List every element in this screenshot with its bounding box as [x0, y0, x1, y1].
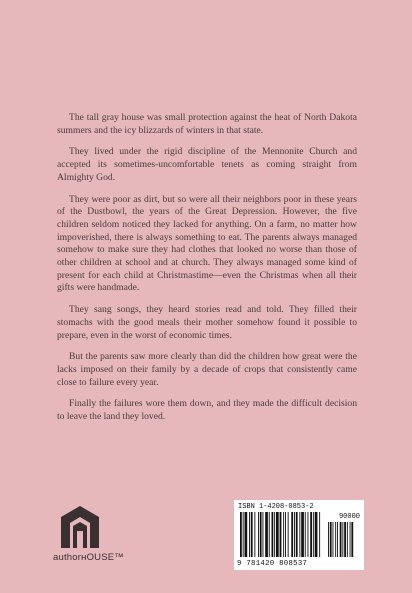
- isbn-label: ISBN 1-4208-0853-2: [238, 503, 314, 511]
- isbn-barcode: [234, 500, 364, 570]
- isbn-label-row: [238, 503, 360, 521]
- back-cover-blurb: [57, 112, 357, 433]
- barcode-bars: [240, 512, 358, 559]
- ean-digits: 9 781420 808537: [237, 560, 308, 568]
- authorhouse-house-icon: [60, 505, 100, 549]
- blurb-paragraph-3: They were poor as dirt, but so were all their neighbors poor in these years of the Dustbowl, the years of the Great Depression. However, the five children seldom noticed they lacked for anything. On a farm, no matter how impoverished, there is always something to eat. The parents always managed somehow to make sure they had clothes that looked no worse than those of other children at school and at church. They always managed some kind of present for each child at Christmastime—even the Christmas when all their gifts were handmade.: [57, 193, 357, 294]
- publisher-logo: [53, 505, 125, 575]
- publisher-name: authorʜOUSE™: [53, 552, 125, 563]
- price-code: 90000: [338, 513, 360, 521]
- blurb-paragraph-4: They sang songs, they heard stories read and told. They filled their stomachs with the good meals their mother somehow found it possible to prepare, even in the worst of economic times.: [57, 304, 357, 341]
- blurb-paragraph-6: Finally the failures wore them down, and they made the difficult decision to leave the land they loved.: [57, 398, 357, 423]
- blurb-paragraph-1: The tall gray house was small protection against the heat of North Dakota summers and the icy blizzards of winters in that state.: [57, 112, 357, 136]
- blurb-paragraph-5: But the parents saw more clearly than did the children how great were the lacks imposed on their family by a decade of crops that consistently came close to failure every year.: [57, 351, 357, 388]
- blurb-paragraph-2: They lived under the rigid discipline of the Mennonite Church and accepted its sometimes-uncomfortable tenets as coming straight from Almighty God.: [57, 146, 357, 183]
